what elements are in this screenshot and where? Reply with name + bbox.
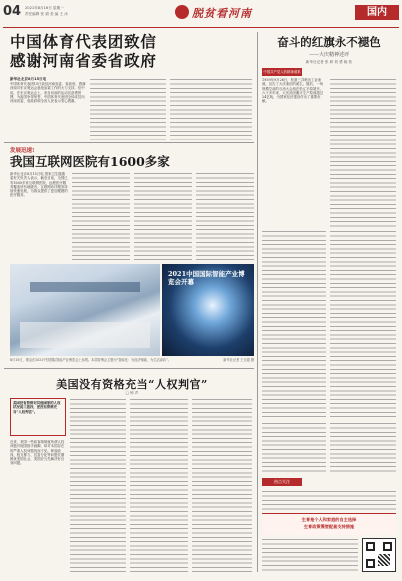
column-body-col4 <box>330 230 396 420</box>
feature-kicker: 发展迅速! <box>10 148 35 154</box>
lead-title-line1: 中国体育代表团致信 <box>10 32 157 51</box>
logo-emblem-icon <box>175 5 189 19</box>
qr-code-icon <box>362 538 396 572</box>
photo-caption: 8月15日，观众在2021中国国际智能产业博览会上参观。本届智博会主题为“智能化：为经济赋能，为生活添彩”。 <box>10 358 171 362</box>
commentary-title: 美国没有资格充当“人权判官” <box>56 378 208 391</box>
column-body-col1: 1959年9月26日，松基三井喷出工业油流，宣告了大庆油田的诞生。随后，一场规模空前的石油大会战在松辽平原展开。六十多年来，大庆油田累计生产原油超过24亿吨，为国家经济建设作出了重要贡献。 <box>262 78 324 104</box>
feature-body-col3 <box>134 172 192 262</box>
lead-headline <box>10 32 250 70</box>
date-line: 2021年8月16日 星期一 <box>25 6 64 10</box>
column-byline: 新华社记者 张 研 刘 勇 姚 松 <box>305 60 353 64</box>
commentary-body-col4 <box>192 398 252 574</box>
chip-photo <box>162 264 254 356</box>
feature-body-col2 <box>72 172 130 262</box>
lead-title-line2: 感谢河南省委省政府 <box>10 51 157 70</box>
feature-title: 我国互联网医院有1600多家 <box>10 154 170 169</box>
commentary-author: □ 钟 声 <box>125 391 139 395</box>
column-title: 奋斗的红旗永不褪色 <box>277 35 381 49</box>
commentary-body-col1: 近来，美国一些政客频频就所谓人权问题对他国指手画脚，却对本国存在的严重人权问题视而不见。种族歧视、枪支暴力、贫富分化等问题长期困扰美国社会，美国应当先解决好自身问题。 <box>10 440 65 466</box>
lead-body-col3 <box>170 78 252 140</box>
lead-body-col1: 中国体育代表团15日致信河南省委、省政府，感谢河南对东京奥运会备战参赛工作的大力支持。信中说，在东京奥运会上，来自河南的运动员奋勇拼搏，为祖国争得荣誉，中国体育代表团全体成员向河南省委、省政府和全省人民表示衷心感谢。 <box>10 82 86 104</box>
photo-credit: 新华社记者 王全超 摄 <box>223 358 254 362</box>
notice-title-line1: 生育是个人和家庭的自主选择 <box>301 517 357 522</box>
column-body-col2 <box>330 78 396 228</box>
feature-body-col4 <box>196 172 254 262</box>
lead-body-col2 <box>90 78 166 140</box>
notice-header: 热点关注 <box>262 478 302 486</box>
commentary-lead: 美国没有资格对其他国家的人权状况说三道四，更没有资格充当“人权判官”。 <box>13 401 61 414</box>
commentary-lead-box <box>10 398 66 436</box>
column-body-col5 <box>262 422 326 474</box>
notice-title-line2: 生育政策需要配套支持措施 <box>303 524 355 529</box>
column-body-col6 <box>330 422 396 474</box>
editor-line: 责任编辑 张 娟 美 编 王 冰 <box>25 12 68 16</box>
notice-box <box>262 478 396 574</box>
commentary-body-col2 <box>70 398 126 574</box>
expo-photo <box>10 264 160 356</box>
masthead <box>3 3 399 27</box>
newspaper-logo: 脱贫看河南 <box>192 7 252 20</box>
feature-body-col1: 新华社北京8月15日电 国家卫生健康委有关负责人表示，截至目前，全国已有1600多家互联网医院，远程医疗服务覆盖所有地级市，互联网诊疗服务持续快速发展，为群众提供了更加便捷的医疗服务。 <box>10 172 68 198</box>
column-body-col3 <box>262 230 326 420</box>
column-tag: 中国共产党人的精神谱系 <box>263 70 301 74</box>
column-subtitle: ——大庆精神述评 <box>308 52 349 58</box>
lead-source: 新华社北京8月15日电 <box>10 77 47 81</box>
page-number: 04 <box>3 4 22 19</box>
chip-photo-title: 2021中国国际智能产业博览会开幕 <box>168 270 245 286</box>
masthead-rule <box>3 27 399 28</box>
commentary-body-col3 <box>130 398 188 574</box>
section-tab: 国内 <box>355 5 399 20</box>
